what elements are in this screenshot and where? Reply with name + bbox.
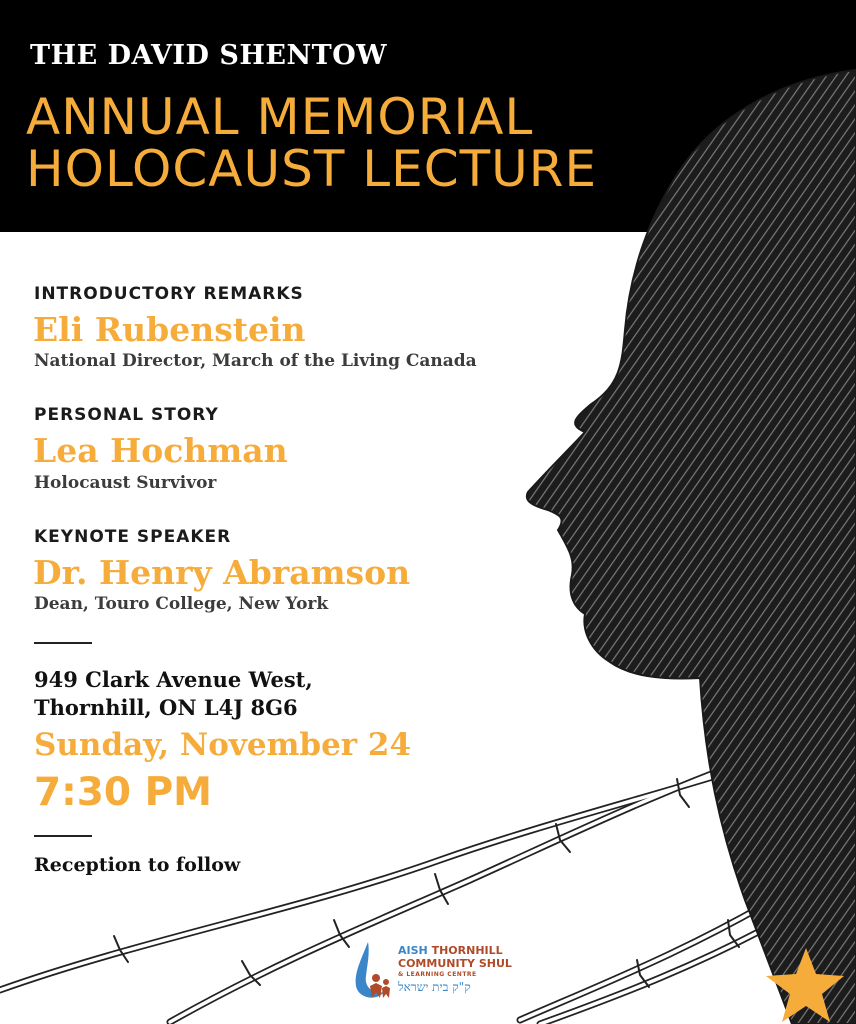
organization-logo xyxy=(352,940,532,1006)
divider-2 xyxy=(34,835,92,837)
logo-word-thornhill: THORNHILL xyxy=(431,944,503,957)
speaker-3-name: Dr. Henry Abramson xyxy=(33,553,411,592)
logo-line-4: ק"ק בית ישראל xyxy=(398,980,471,994)
logo-line-2: COMMUNITY SHUL xyxy=(398,957,512,970)
title-line-1: ANNUAL MEMORIAL xyxy=(26,88,534,146)
logo-word-aish: AISH xyxy=(398,944,428,957)
star-icon xyxy=(762,946,846,1024)
divider-1 xyxy=(34,642,92,644)
speaker-1-label: INTRODUCTORY REMARKS xyxy=(34,284,304,304)
reception-note: Reception to follow xyxy=(34,854,241,876)
address-line-2: Thornhill, ON L4J 8G6 xyxy=(34,695,298,720)
speaker-1-name: Eli Rubenstein xyxy=(33,310,306,349)
logo-mark-icon xyxy=(352,940,396,1004)
event-time: 7:30 PM xyxy=(34,770,212,815)
address-line-1: 949 Clark Avenue West, xyxy=(34,667,313,692)
speaker-2-label: PERSONAL STORY xyxy=(34,405,219,425)
pre-title: THE DAVID SHENTOW xyxy=(30,40,388,71)
speaker-3-label: KEYNOTE SPEAKER xyxy=(34,527,232,547)
logo-line-3: & LEARNING CENTRE xyxy=(398,971,477,978)
event-date: Sunday, November 24 xyxy=(34,727,412,763)
speaker-3-role: Dean, Touro College, New York xyxy=(34,594,329,614)
speaker-2-name: Lea Hochman xyxy=(33,431,288,470)
speaker-2-role: Holocaust Survivor xyxy=(34,473,217,493)
title-line-2: HOLOCAUST LECTURE xyxy=(26,140,598,198)
speaker-1-role: National Director, March of the Living Canada xyxy=(34,351,477,371)
